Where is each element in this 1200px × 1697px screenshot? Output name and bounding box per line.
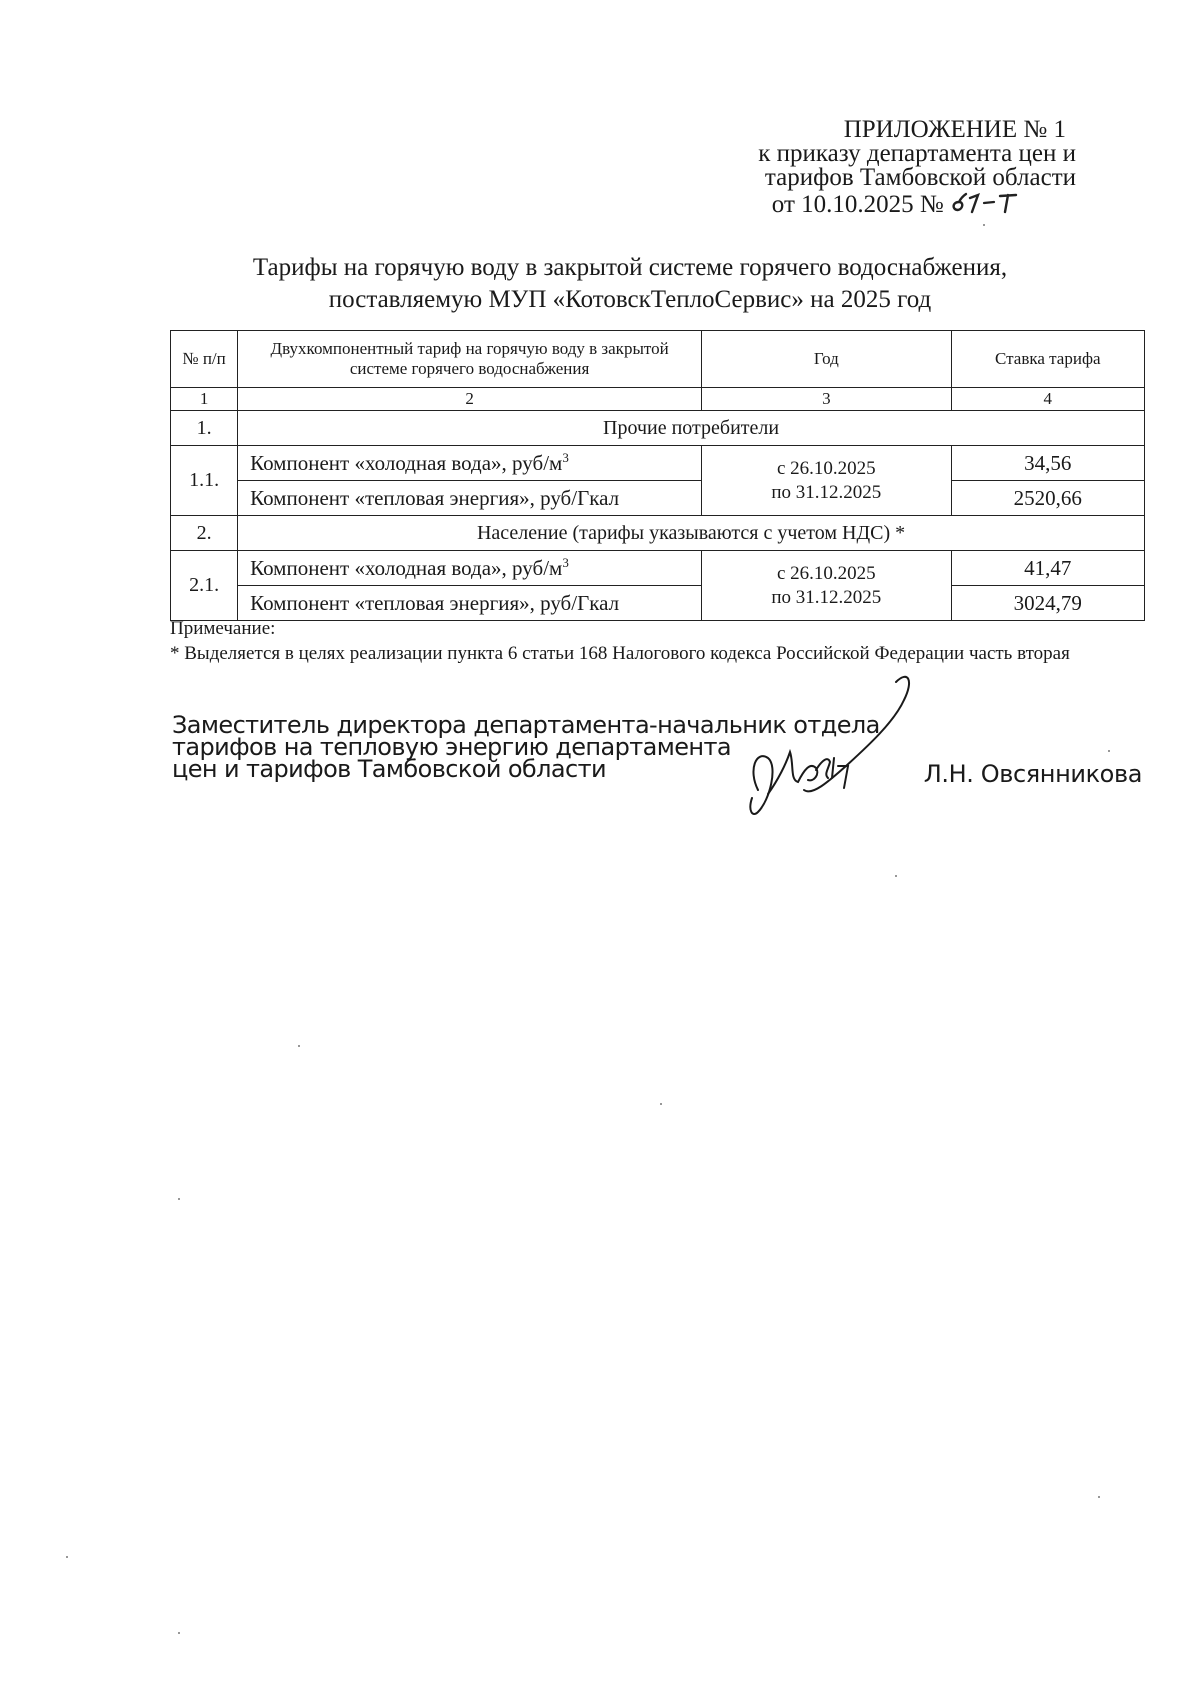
- document-title: [170, 252, 1090, 316]
- component-name-text: Компонент «холодная вода», руб/м: [250, 555, 563, 580]
- scan-speck: [1098, 1496, 1100, 1498]
- scan-speck: [895, 875, 897, 877]
- section-label: Население (тарифы указываются с учетом НДС) *: [238, 516, 1145, 551]
- table-row: [171, 551, 1145, 586]
- period-from: с 26.10.2025: [776, 457, 876, 479]
- scan-speck: [178, 1198, 180, 1200]
- position-line-2: тарифов на тепловую энергию департамента: [172, 733, 731, 761]
- handwritten-signature: [728, 670, 928, 820]
- scan-speck: [178, 1632, 180, 1634]
- signatory-position: [172, 711, 880, 783]
- section-label: Прочие потребители: [238, 411, 1145, 446]
- rate-value: 34,56: [951, 446, 1144, 481]
- handwritten-order-number: [950, 190, 1040, 216]
- document-title-line-1: Тарифы на горячую воду в закрытой системе горячего водоснабжения,: [252, 254, 1008, 281]
- scan-speck: [1108, 750, 1110, 752]
- table-row: [171, 481, 1145, 516]
- component-name: [238, 551, 702, 586]
- component-name: [238, 446, 702, 481]
- component-name-text: Компонент «холодная вода», руб/м: [250, 450, 563, 475]
- position-line-3: цен и тарифов Тамбовской области: [172, 755, 606, 783]
- rate-value: 41,47: [951, 551, 1144, 586]
- unit-superscript: 3: [562, 554, 569, 570]
- document-title-line-2: поставляемую МУП «КотовскТеплоСервис» на 2025 год: [328, 286, 932, 313]
- appendix-header: [656, 118, 1076, 217]
- period-cell: [702, 446, 952, 516]
- component-name: Компонент «тепловая энергия», руб/Гкал: [238, 586, 702, 621]
- note-block: [170, 616, 1145, 666]
- table-row: [171, 411, 1145, 446]
- table-row: [171, 516, 1145, 551]
- tariff-table: [170, 330, 1145, 621]
- column-index-4: 4: [951, 388, 1144, 411]
- appendix-line-2: тарифов Тамбовской области: [764, 164, 1076, 191]
- appendix-date-line: [656, 190, 1076, 217]
- table-header-row: [171, 331, 1145, 388]
- column-index-1: 1: [171, 388, 238, 411]
- scan-speck: [983, 224, 985, 226]
- header-rate: Ставка тарифа: [951, 331, 1144, 388]
- table-index-row: [171, 388, 1145, 411]
- signatory-name: Л.Н. Овсянникова: [923, 760, 1142, 788]
- rate-value: 3024,79: [951, 586, 1144, 621]
- column-index-3: 3: [702, 388, 952, 411]
- appendix-line-1: к приказу департамента цен и: [758, 140, 1076, 167]
- header-name: Двухкомпонентный тариф на горячую воду в закрытой системе горячего водоснабжения: [238, 331, 702, 388]
- appendix-title: ПРИЛОЖЕНИЕ № 1: [843, 116, 1066, 143]
- subsection-num: 2.1.: [171, 551, 238, 621]
- period-to: по 31.12.2025: [771, 586, 882, 608]
- period-to: по 31.12.2025: [771, 481, 882, 503]
- position-line-1: Заместитель директора департамента-начальник отдела: [172, 711, 880, 739]
- header-year: Год: [702, 331, 952, 388]
- scan-speck: [298, 1045, 300, 1047]
- note-label: Примечание:: [170, 618, 276, 639]
- rate-value: 2520,66: [951, 481, 1144, 516]
- period-from: с 26.10.2025: [776, 562, 876, 584]
- header-num: № п/п: [171, 331, 238, 388]
- note-text: * Выделяется в целях реализации пункта 6 статьи 168 Налогового кодекса Российской Федерации часть вторая: [170, 643, 1070, 664]
- period-cell: [702, 551, 952, 621]
- section-num: 2.: [171, 516, 238, 551]
- scan-speck: [660, 1103, 662, 1105]
- component-name: Компонент «тепловая энергия», руб/Гкал: [238, 481, 702, 516]
- table-row: [171, 446, 1145, 481]
- subsection-num: 1.1.: [171, 446, 238, 516]
- section-num: 1.: [171, 411, 238, 446]
- appendix-date: от 10.10.2025 №: [771, 191, 944, 218]
- column-index-2: 2: [238, 388, 702, 411]
- unit-superscript: 3: [562, 449, 569, 465]
- scan-speck: [66, 1556, 68, 1558]
